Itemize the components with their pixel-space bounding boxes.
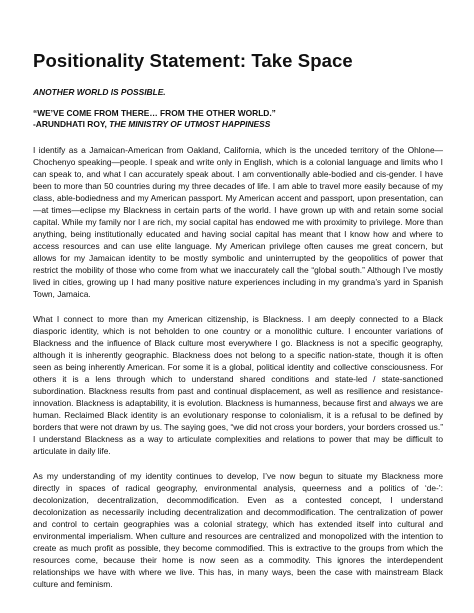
body-paragraph: As my understanding of my identity continues to develop, I’ve now begun to situate my Blackness more directly in spaces of radical geography, environmental analysis, queerness and a politics of ‘de-’: decolonization, decentralization, decommodification. Even as a contested concept, I understand decolonization as necessarily including decentralization and decommodification. The centralization of power and control to certain geographies was a colonial strategy, which has extended itself into cultural and environmental imperialism. When culture and resources are centralized and monopolized with the intention to create as much profit as possible, they become commodified. This is extractive to the groups from which the resources come, because their home is now seen as a commodity. This ignores the interdependent relationships we have with where we live. This has, in many ways, been the case with mainstream Black culture and feminism. <box>33 471 443 589</box>
epigraph-quote: “WE’VE COME FROM THERE… FROM THE OTHER WORLD.” <box>33 108 276 118</box>
quote-author: -ARUNDHATI ROY, <box>33 119 110 129</box>
quote-book-title: THE MINISTRY OF UTMOST HAPPINESS <box>109 119 271 129</box>
epigraph-attribution <box>33 119 443 130</box>
document-page <box>33 50 443 603</box>
body-paragraph: What I connect to more than my American citizenship, is Blackness. I am deeply connected to a Black diasporic identity, which is not beholden to one country or a monolithic culture. I encounter variations of Blackness and the influence of Black culture most everywhere I go. Blackness is not a specific geography, although it is inherently geographic. Blackness does not belong to a specific nation-state, though it is often seen as being inherently American. For some it is a global, political identity and collective consciousness. For others it is a lens through which to understand shared conditions and state-led / state-sanctioned subordination. Blackness results from past and continual displacement, as well as resilience and resistance-innovation. Blackness is adaptability, it is evolution. Blackness is humanness, because first and always we are human. Reclaimed Black identity is an evolutionary response to colonialism, it is a refusal to be defined by borders that were not drawn by us. The saying goes, “we did not cross your borders, your borders crossed us.” I understand Blackness as a way to articulate complexities and relations to power that may be difficult to articulate in daily life. <box>33 314 443 456</box>
body-paragraph: I identify as a Jamaican-American from Oakland, California, which is the unceded territory of the Ohlone—Chochenyo speaking—people. I speak and write only in English, which is a colonial language and limits who I can speak to, and what I can accurately speak about. I am conventionally able-bodied and cis-gender. I have been to more than 50 countries during my three decades of life. I am able to travel more easily because of my class, able-bodiedness and my American passport. My American accent and passport, upon presentation, can—at times—eclipse my Blackness in certain parts of the world. I have grown up with and retain some social capital. While my family nor I are rich, my social capital has endowed me with proximity to privilege. More than anything, being institutionally educated and having social capital has meant that I know how and where to access resources and can use elite language. My American privilege often causes me great concern, but allows for my Jamaican identity to be mostly symbolic and uninterrupted by the geopolitics of power that restrict the mobility of those who come from what we inaccurately call the “global south.” Although I’ve mostly lived in cities, growing up I had many positive nature experiences including in my grandma’s yard in Spanish Town, Jamaica. <box>33 145 443 299</box>
subheading: ANOTHER WORLD IS POSSIBLE. <box>33 87 166 97</box>
document-title: Positionality Statement: Take Space <box>33 50 353 71</box>
